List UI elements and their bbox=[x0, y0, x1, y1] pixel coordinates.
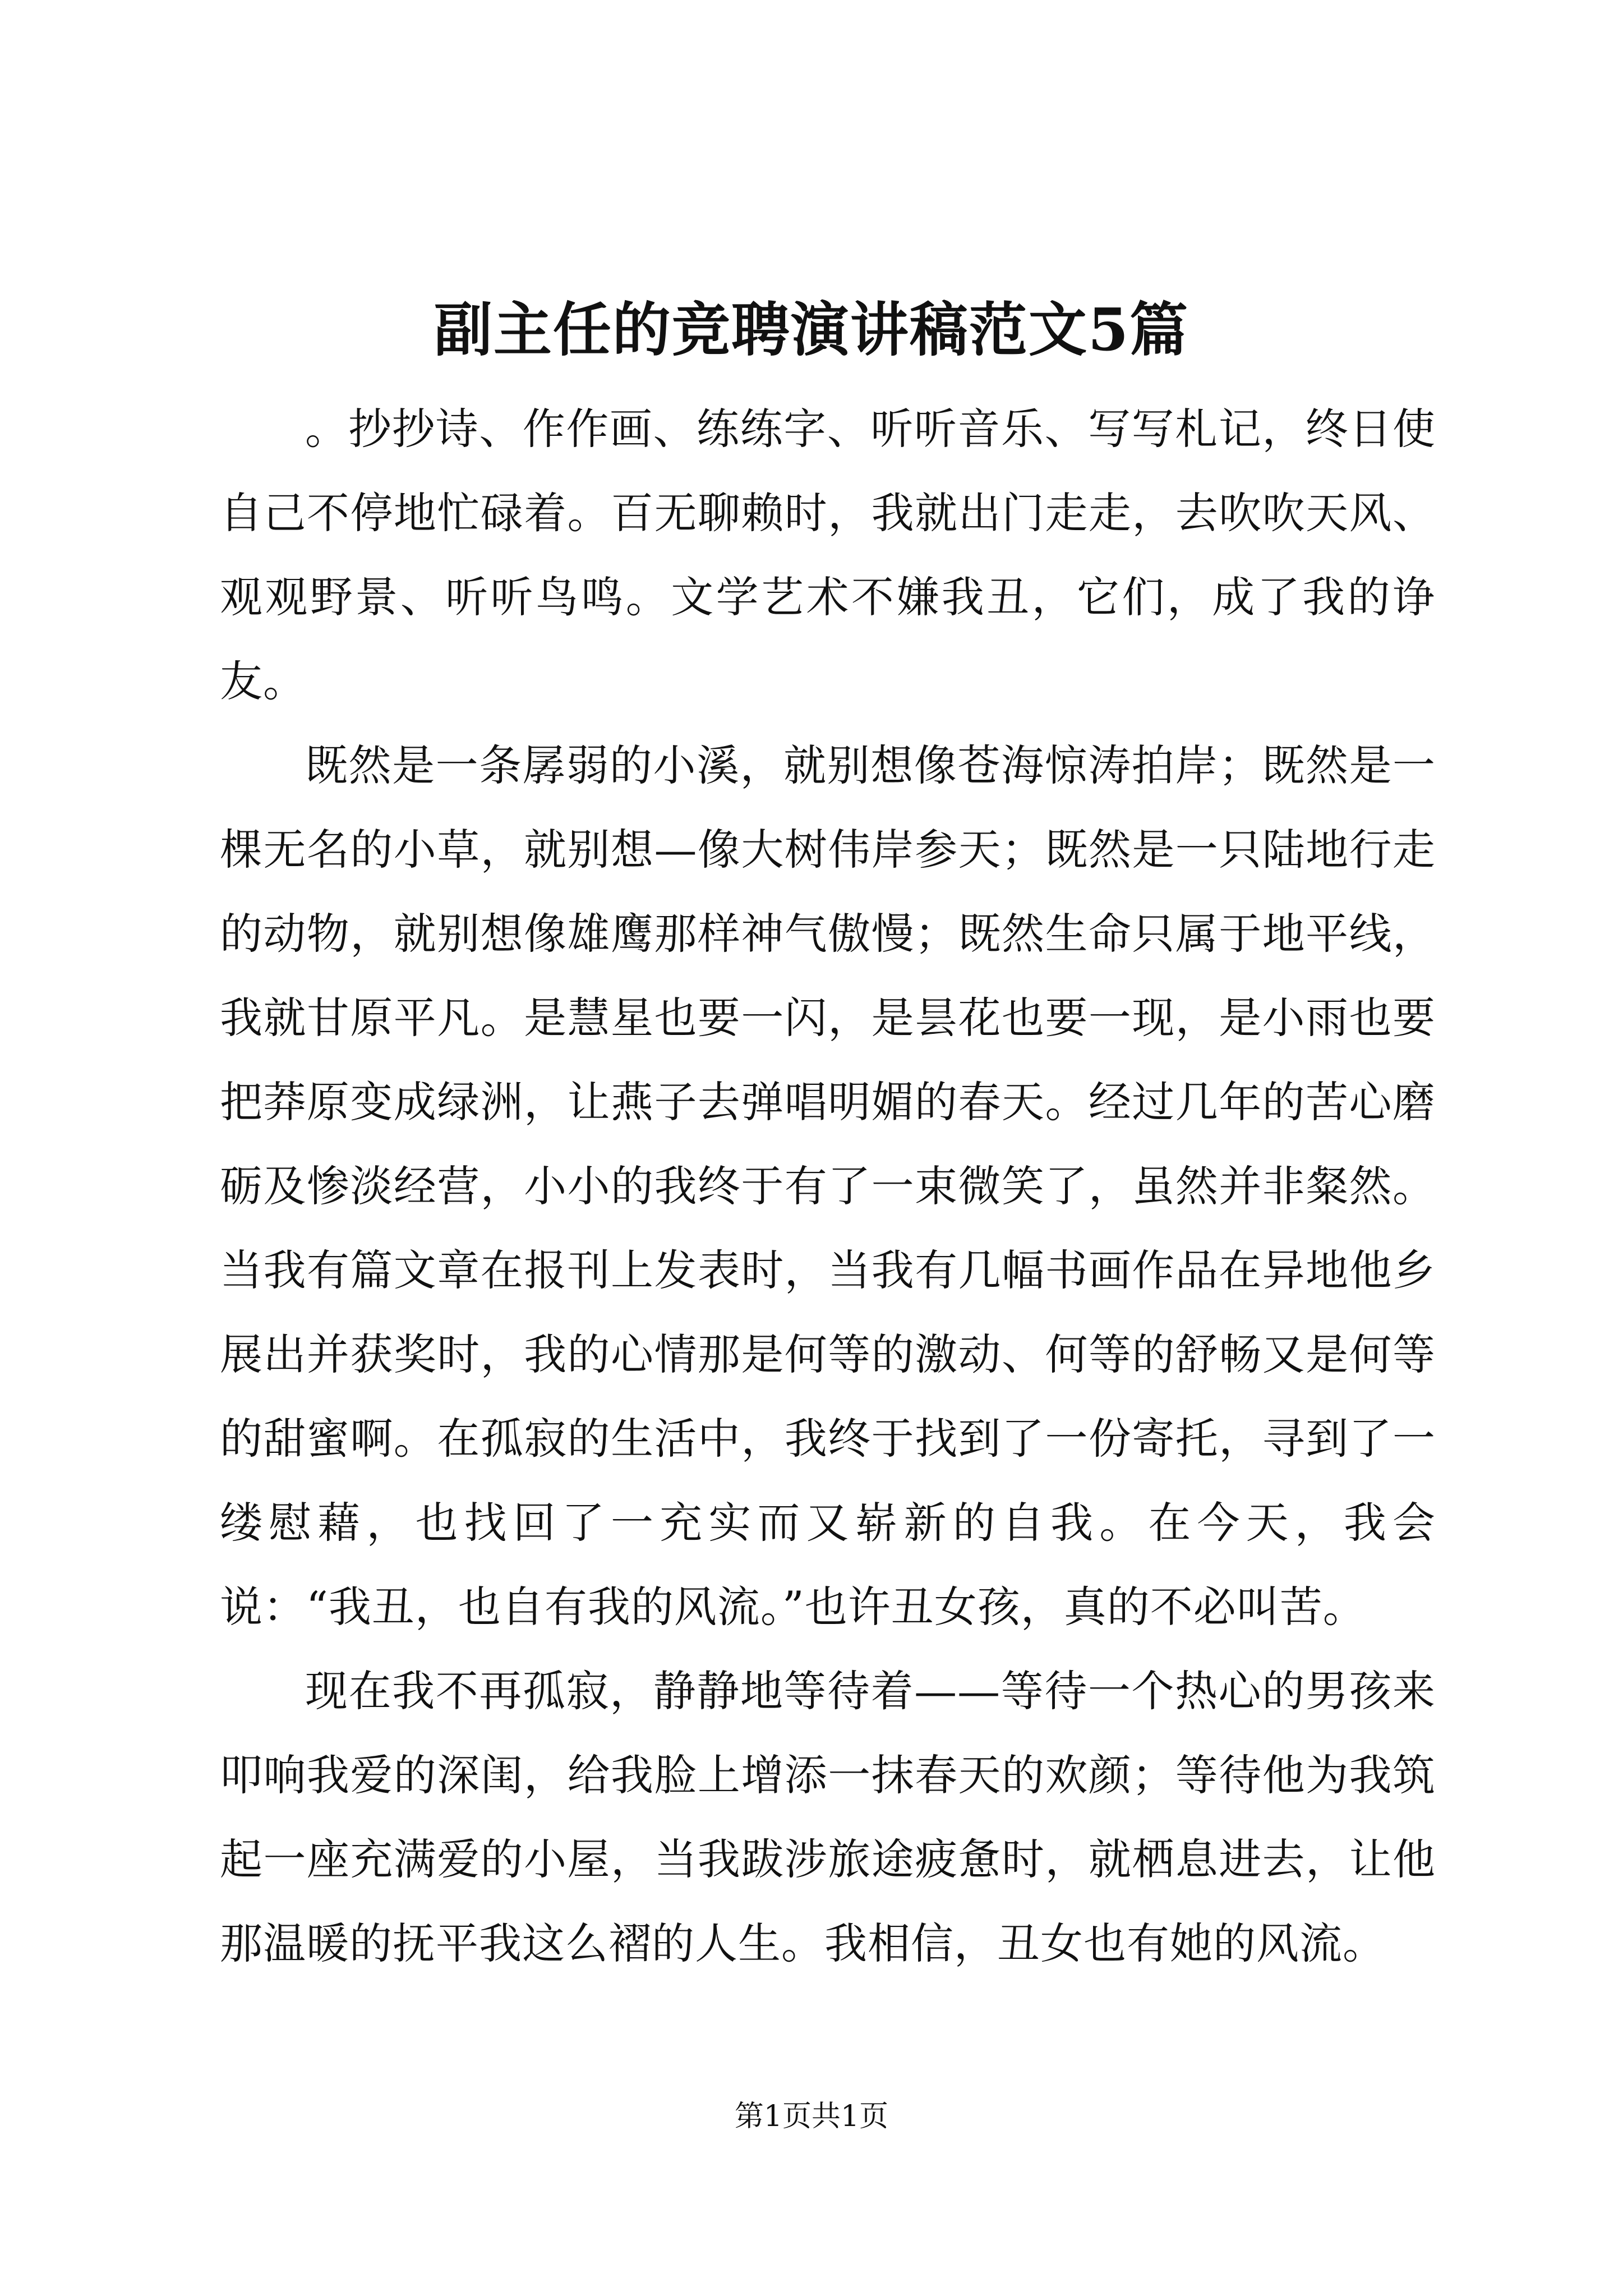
document-title: 副主任的竞聘演讲稿范文5篇 bbox=[434, 295, 1189, 364]
page-footer bbox=[0, 2097, 1623, 2136]
document-body bbox=[220, 387, 1436, 1986]
paragraph-2: 既然是一条孱弱的小溪，就别想像苍海惊涛拍岸；既然是一棵无名的小草，就别想—像大树伟岸参天；既然是一只陆地行走的动物，就别想像雄鹰那样神气傲慢；既然生命只属于地平线，我就甘原平凡。是慧星也要一闪，是昙花也要一现，是小雨也要把莽原变成绿洲，让燕子去弹唱明媚的春天。经过几年的苦心磨砺及惨淡经营，小小的我终于有了一束微笑了，虽然并非粲然。当我有篇文章在报刊上发表时，当我有几幅书画作品在异地他乡展出并获奖时，我的心情那是何等的激动、何等的舒畅又是何等的甜蜜啊。在孤寂的生活中，我终于找到了一份寄托，寻到了一缕慰藉，也找回了一充实而又崭新的自我。在今天，我会说：“我丑，也自有我的风流。”也许丑女孩，真的不必叫苦。 bbox=[220, 740, 1436, 1632]
paragraph-1: 。抄抄诗、作作画、练练字、听听音乐、写写札记，终日使自己不停地忙碌着。百无聊赖时，我就出门走走，去吹吹天风、观观野景、听听鸟鸣。文学艺术不嫌我丑，它们，成了我的诤友。 bbox=[220, 404, 1436, 706]
page-total: 共1页 bbox=[811, 2100, 889, 2133]
page-number: 第1页 bbox=[734, 2100, 811, 2133]
paragraph-3: 现在我不再孤寂，静静地等待着——等待一个热心的男孩来叩响我爱的深闺，给我脸上增添一抹春天的欢颜；等待他为我筑起一座充满爱的小屋，当我跋涉旅途疲惫时，就栖息进去，让他那温暖的抚平我这么褶的人生。我相信，丑女也有她的风流。 bbox=[220, 1666, 1436, 1968]
